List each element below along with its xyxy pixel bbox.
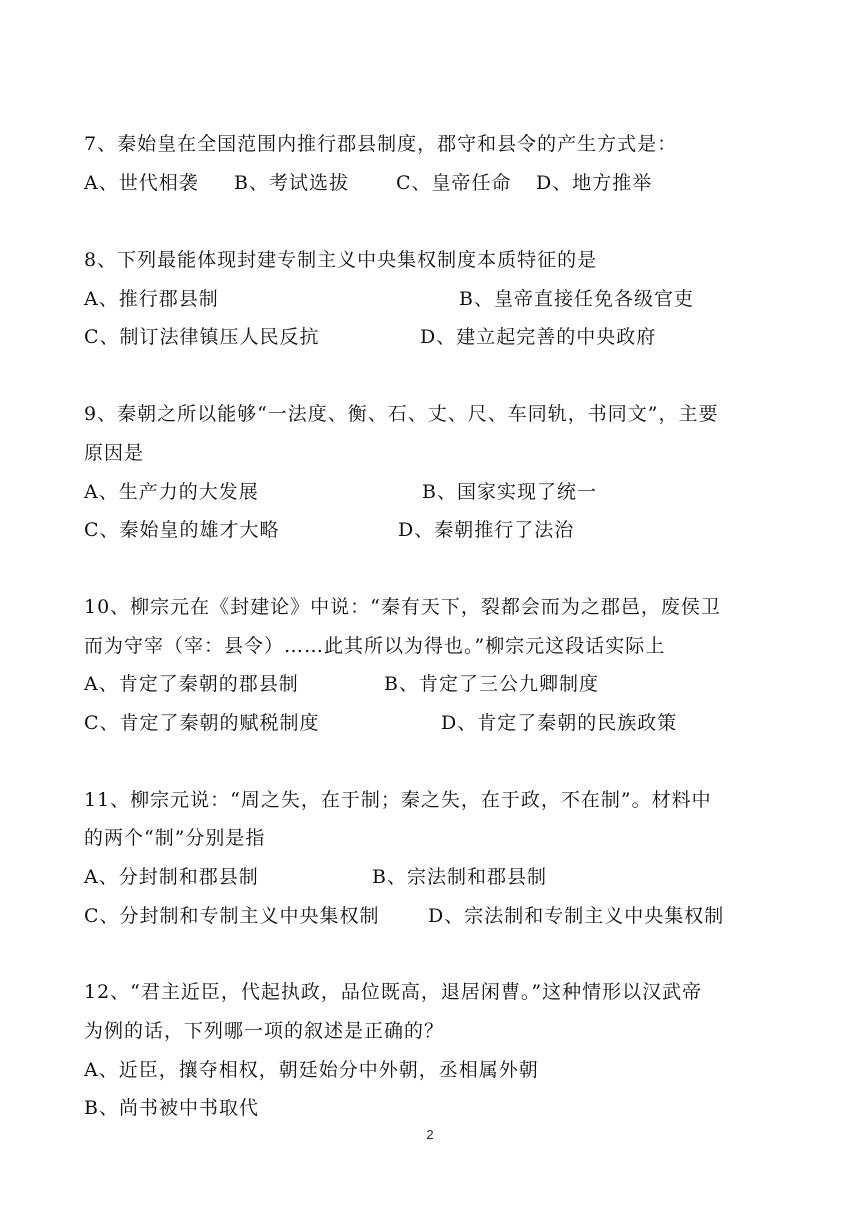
question-9-stem-line-2: 原因是 <box>84 442 145 464</box>
question-10-option-d: D、肯定了秦朝的民族政策 <box>441 712 678 734</box>
question-8-option-b: B、皇帝直接任免各级官吏 <box>459 288 694 310</box>
question-8-option-c: C、制订法律镇压人民反抗 <box>84 326 320 348</box>
question-7-option-c: C、皇帝任命 <box>396 172 512 194</box>
question-8-option-d: D、建立起完善的中央政府 <box>420 326 657 348</box>
question-9-option-d: D、秦朝推行了法治 <box>398 519 575 541</box>
question-8-stem: 8、下列最能体现封建专制主义中央集权制度本质特征的是 <box>84 249 598 271</box>
question-11-stem-line-2: 的两个“制”分别是指 <box>84 827 266 849</box>
question-11-option-b: B、宗法制和郡县制 <box>372 866 547 888</box>
question-10-option-c: C、肯定了秦朝的赋税制度 <box>84 712 320 734</box>
question-10-option-a: A、肯定了秦朝的郡县制 <box>84 673 299 695</box>
question-7-option-b: B、考试选拔 <box>234 172 349 194</box>
question-11-option-d: D、宗法制和专制主义中央集权制 <box>428 905 725 927</box>
question-8-option-a: A、推行郡县制 <box>84 288 219 310</box>
question-12-stem-line-2: 为例的话，下列哪一项的叙述是正确的？ <box>84 1020 445 1042</box>
question-11-option-a: A、分封制和郡县制 <box>84 866 259 888</box>
question-12-option-a: A、近臣，攘夺相权，朝廷始分中外朝，丞相属外朝 <box>84 1059 539 1081</box>
question-11-stem-line-1: 11、柳宗元说：“周之失，在于制；秦之失，在于政，不在制”。材料中 <box>84 789 712 811</box>
question-9-option-a: A、生产力的大发展 <box>84 481 259 503</box>
question-9-stem-line-1: 9、秦朝之所以能够“一法度、衡、石、丈、尺、车同轨，书同文”，主要 <box>84 403 719 425</box>
page-number: 2 <box>426 1127 434 1142</box>
question-7-option-a: A、世代相袭 <box>84 172 199 194</box>
question-7-stem: 7、秦始皇在全国范围内推行郡县制度，郡守和县令的产生方式是： <box>84 133 678 155</box>
question-12-option-b: B、尚书被中书取代 <box>84 1097 259 1119</box>
question-7-option-d: D、地方推举 <box>536 172 653 194</box>
question-10-stem-line-1: 10、柳宗元在《封建论》中说：“秦有天下，裂都会而为之郡邑，废侯卫 <box>84 596 721 618</box>
question-10-stem-line-2: 而为守宰（宰：县令）……此其所以为得也。”柳宗元这段话实际上 <box>84 635 666 657</box>
question-10-option-b: B、肯定了三公九卿制度 <box>384 673 599 695</box>
question-9-option-b: B、国家实现了统一 <box>422 481 597 503</box>
question-11-option-c: C、分封制和专制主义中央集权制 <box>84 905 380 927</box>
question-12-stem-line-1: 12、“君主近臣，代起执政，品位既高，退居闲曹。”这种情形以汉武帝 <box>84 981 703 1003</box>
question-9-option-c: C、秦始皇的雄才大略 <box>84 519 280 541</box>
